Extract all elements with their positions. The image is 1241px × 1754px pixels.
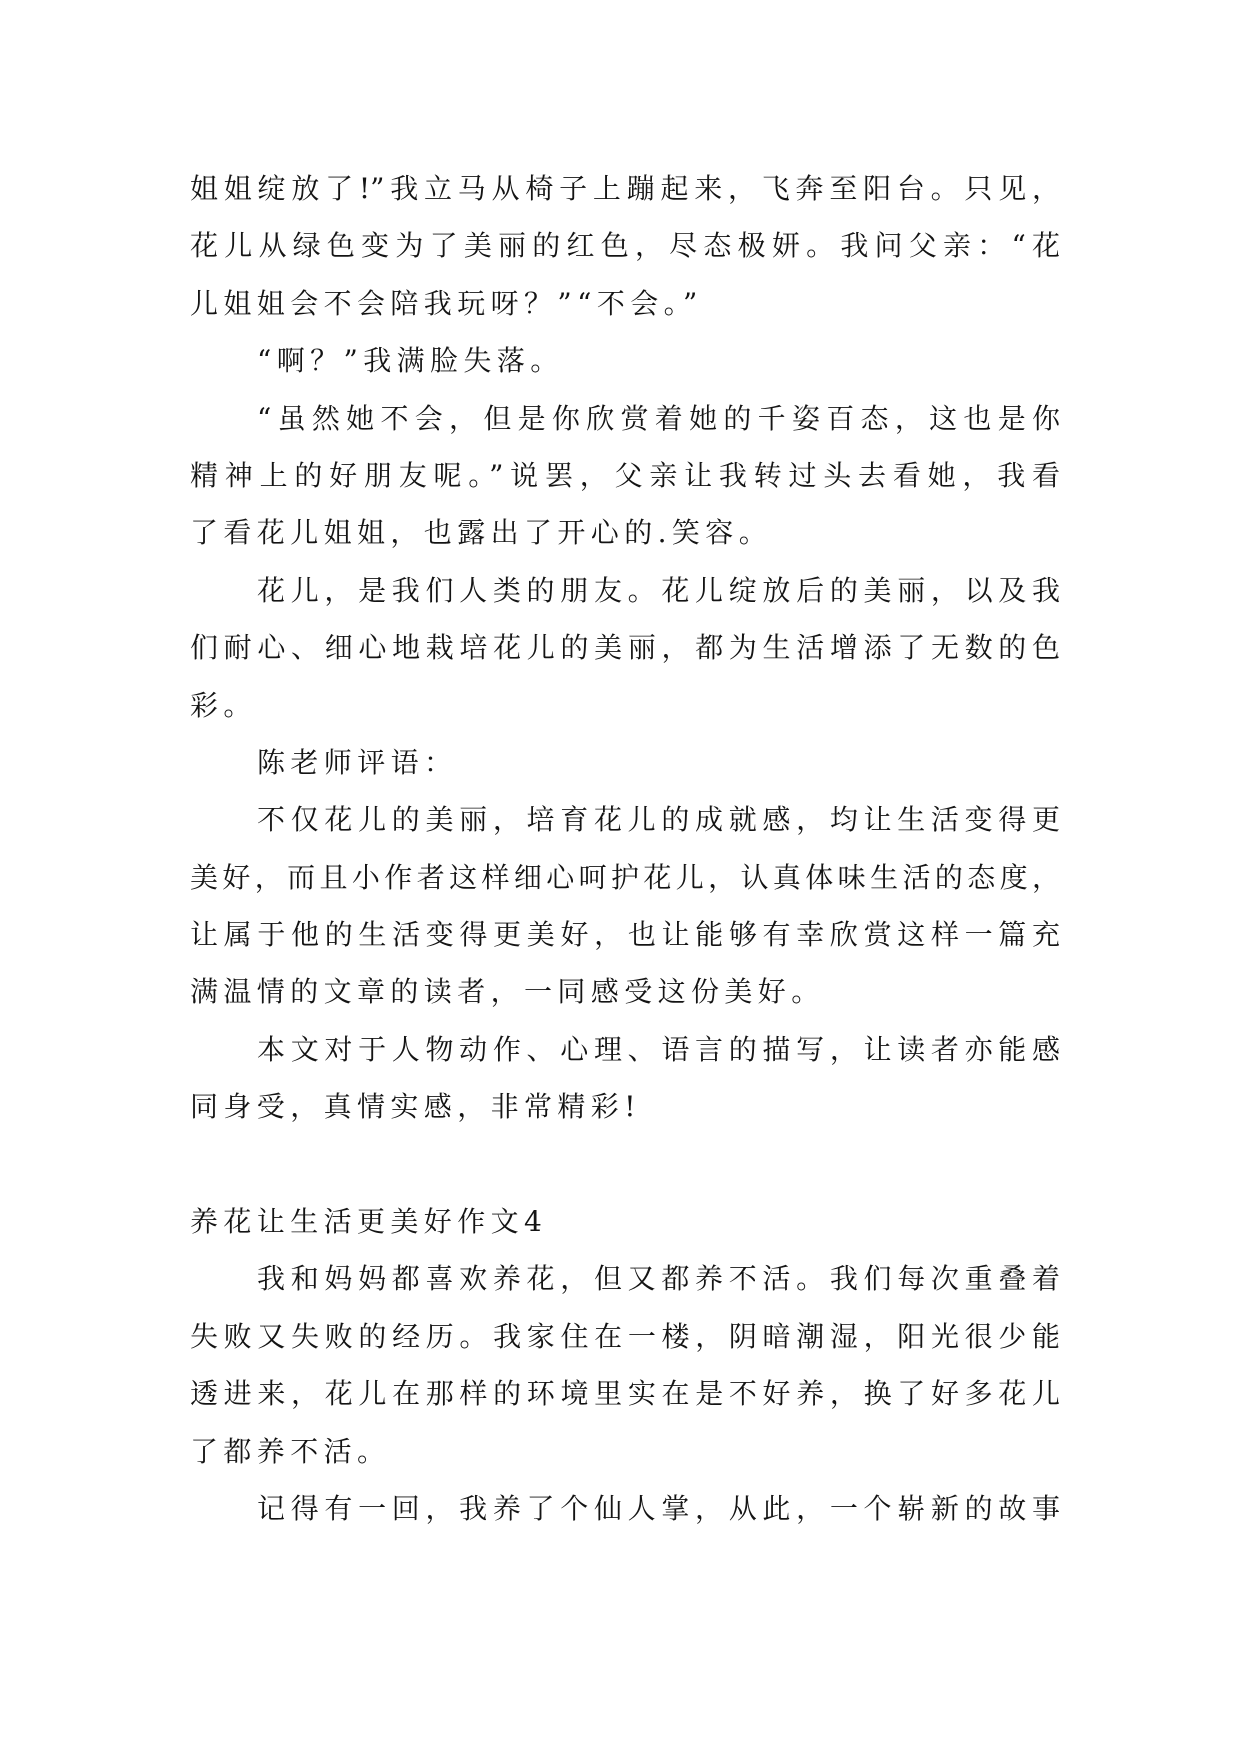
text-line: 满温情的文章的读者，一同感受这份美好。 [190, 975, 825, 1009]
blank-line [190, 1136, 1060, 1193]
text-line: 失败又失败的经历。我家住在一楼，阴暗潮湿，阳光很少能 [190, 1319, 1060, 1353]
paragraph [190, 1480, 1060, 1537]
paragraph [190, 332, 1060, 389]
paragraph [190, 390, 1060, 562]
text-line: 们耐心、细心地栽培花儿的美丽，都为生活增添了无数的色 [190, 631, 1060, 665]
paragraph [190, 160, 1060, 332]
text-line: “啊？”我满脸失落。 [257, 344, 564, 378]
text-line: 我和妈妈都喜欢养花，但又都养不活。我们每次重叠着 [257, 1262, 1060, 1296]
text-line: 了都养不活。 [190, 1434, 391, 1468]
text-line: 花儿，是我们人类的朋友。花儿绽放后的美丽，以及我 [257, 573, 1060, 607]
text-line: 记得有一回，我养了个仙人掌，从此，一个崭新的故事 [257, 1491, 1060, 1525]
page-body [190, 160, 1060, 1537]
paragraph [190, 1021, 1060, 1136]
text-line: 花儿从绿色变为了美丽的红色，尽态极妍。我问父亲：“花 [190, 229, 1060, 263]
text-line: 不仅花儿的美丽，培育花儿的成就感，均让生活变得更 [257, 803, 1060, 837]
paragraph [190, 562, 1060, 734]
section-title: 养花让生活更美好作文4 [190, 1205, 548, 1239]
text-line: 儿姐姐会不会陪我玩呀？”“不会。” [190, 286, 703, 320]
text-line: “虽然她不会，但是你欣赏着她的千姿百态，这也是你 [257, 401, 1060, 435]
text-line: 精神上的好朋友呢。”说罢，父亲让我转过头去看她，我看 [190, 458, 1060, 492]
paragraph [190, 1250, 1060, 1480]
paragraph [190, 791, 1060, 1021]
text-line: 了看花儿姐姐，也露出了开心的.笑容。 [190, 516, 773, 550]
text-line: 透进来，花儿在那样的环境里实在是不好养，换了好多花儿 [190, 1377, 1060, 1411]
text-line: 同身受，真情实感，非常精彩! [190, 1090, 641, 1124]
paragraph [190, 734, 1060, 791]
text-line: 美好，而且小作者这样细心呵护花儿，认真体味生活的态度， [190, 860, 1060, 894]
text-line: 彩。 [190, 688, 257, 722]
text-line: 姐姐绽放了!”我立马从椅子上蹦起来，飞奔至阳台。只见， [190, 172, 1060, 205]
comment-heading: 陈老师评语： [257, 745, 458, 779]
text-line: 让属于他的生活变得更美好，也让能够有幸欣赏这样一篇充 [190, 918, 1060, 952]
text-line: 本文对于人物动作、心理、语言的描写，让读者亦能感 [257, 1032, 1060, 1066]
